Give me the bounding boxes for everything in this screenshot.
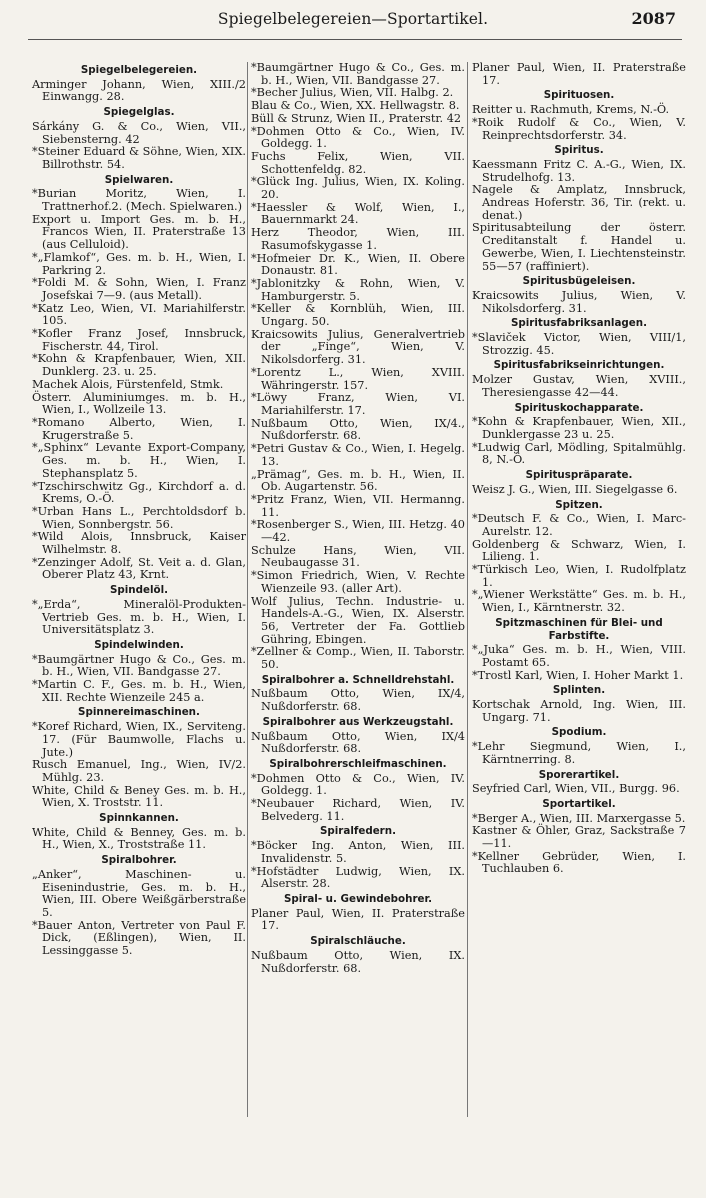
section-heading: Spirituspräparate. — [525, 469, 633, 482]
section-heading: Splinten. — [552, 684, 606, 697]
directory-entry: *Ludwig Carl, Mödling, Spitalmühlg. 8, N.-Ö. — [472, 440, 686, 467]
directory-entry: *Kellner Gebrüder, Wien, I. Tuchlauben 6. — [472, 849, 686, 876]
directory-entry: *Jablonitzky & Rohn, Wien, V. Hamburgerstr. 5. — [251, 276, 465, 303]
directory-entry: White, Child & Benney, Ges. m. b. H., Wien, X., Troststraße 11. — [32, 825, 246, 852]
directory-entry: Nußbaum Otto, Wien, IX. Nußdorferstr. 68. — [251, 948, 465, 975]
directory-entry: Kaessmann Fritz C. A.-G., Wien, IX. Strudelhofg. 13. — [472, 157, 686, 184]
directory-entry: Kraicsowits Julius, Wien, V. Nikolsdorferg. 31. — [472, 288, 686, 315]
section-heading: Spindelöl. — [109, 584, 169, 597]
section-heading: Spiritus. — [554, 144, 604, 157]
directory-entry: Kortschak Arnold, Ing. Wien, III. Ungarg. 71. — [472, 698, 686, 724]
directory-entry: Spiritusabteilung der österr. Creditanstalt f. Handel u. Gewerbe, Wien, I. Liechtensteinstr. 55—57 (raffiniert). — [472, 221, 686, 273]
section-heading: Spiralschläuche. — [310, 935, 406, 948]
directory-entry: *Urban Hans L., Perchtoldsdorf b. Wien, Sonnbergstr. 56. — [32, 504, 246, 531]
directory-entry: *Kohn & Krapfenbauer, Wien, XII., Dunklergasse 23 u. 25. — [472, 415, 686, 441]
directory-entry: *Lorentz L., Wien, XVIII. Währingerstr. 157. — [251, 365, 465, 392]
directory-entry: *Koref Richard, Wien, IX., Serviteng. 17. (Für Baumwolle, Flachs u. Jute.) — [32, 720, 246, 759]
directory-entry: Nußbaum Otto, Wien, IX/4, Nußdorferstr. 68. — [251, 687, 465, 714]
section-heading: Spiegelbelegereien. — [80, 64, 198, 76]
page-header — [0, 8, 706, 34]
section-heading: Spinnereimaschinen. — [78, 706, 200, 719]
directory-entry: Fuchs Felix, Wien, VII. Schottenfeldg. 82. — [251, 149, 465, 176]
directory-entry: *Trostl Karl, Wien, I. Hoher Markt 1. — [472, 668, 684, 682]
directory-entry: *Bauer Anton, Vertreter von Paul F. Dick, (Eßlingen), Wien, II. Lessinggasse 5. — [32, 918, 246, 958]
directory-entry: *Petri Gustav & Co., Wien, I. Hegelg. 13. — [251, 442, 465, 468]
directory-entry: Export u. Import Ges. m. b. H., Francos Wien, II. Praterstraße 13 (aus Celluloid). — [32, 212, 246, 252]
page-number: 2087 — [631, 9, 676, 28]
directory-entry: *Berger A., Wien, III. Marxergasse 5. — [472, 811, 686, 825]
section-heading: Spiralbohrerschleifmaschinen. — [269, 757, 447, 770]
directory-entry: *Wild Alois, Innsbruck, Kaiser Wilhelmstr. 8. — [32, 530, 246, 557]
section-heading: Spiralbohrer aus Werkzeugstahl. — [262, 715, 454, 728]
directory-entry: *Hofmeier Dr. K., Wien, II. Obere Donaustr. 81. — [251, 251, 465, 278]
directory-entry: *Tzschirschwitz Gg., Kirchdorf a. d. Krems, O.-Ö. — [32, 479, 246, 506]
directory-entry: Goldenberg & Schwarz, Wien, I. Lilieng. 1. — [472, 537, 686, 564]
directory-entry: Planer Paul, Wien, II. Praterstraße 17. — [472, 61, 686, 87]
directory-entry: *Baumgärtner Hugo & Co., Ges. m. b. H., Wien, VII. Bandgasse 27. — [251, 61, 465, 87]
directory-entry: *Katz Leo, Wien, VI. Mariahilferstr. 105. — [32, 301, 246, 328]
column-divider-1 — [247, 62, 248, 1117]
directory-entry: *Becher Julius, Wien, VII. Halbg. 2. — [251, 86, 454, 100]
directory-entry: *Roik Rudolf & Co., Wien, V. Reinprechtsdorferstr. 34. — [472, 115, 686, 142]
section-heading: Spiritusfabrikseinrichtungen. — [493, 359, 665, 372]
section-heading: Spiritusfabriksanlagen. — [510, 317, 648, 330]
directory-entry: White, Child & Beney Ges. m. b. H., Wien, X. Troststr. 11. — [32, 783, 246, 810]
section-heading: Spitzen. — [555, 498, 603, 511]
section-heading: Sporerartikel. — [538, 768, 620, 781]
directory-entry: Blau & Co., Wien, XX. Hellwagstr. 8. — [251, 99, 460, 113]
column-divider-2 — [467, 62, 468, 1117]
directory-entry: Büll & Strunz, Wien II., Praterstr. 42 — [251, 111, 462, 125]
directory-entry: *Martin C. F., Ges. m. b. H., Wien, XII. Rechte Wienzeile 245 a. — [32, 678, 246, 704]
directory-entry: Arminger Johann, Wien, XIII./2 Einwangg. 28. — [32, 77, 246, 104]
directory-entry: *Romano Alberto, Wien, I. Krugerstraße 5. — [32, 415, 246, 442]
directory-entry: Nußbaum Otto, Wien, IX/4 Nußdorferstr. 68. — [251, 729, 465, 756]
section-heading: Spitzmaschinen für Blei- und Farbstifte. — [495, 616, 663, 642]
directory-entry: *Kofler Franz Josef, Innsbruck, Fischerstr. 44, Tirol. — [32, 327, 246, 353]
column-3 — [472, 62, 686, 876]
section-heading: Spirituosen. — [543, 89, 615, 102]
directory-entry: Österr. Aluminiumges. m. b. H., Wien, I., Wollzeile 13. — [32, 390, 246, 417]
directory-entry: *Zellner & Comp., Wien, II. Taborstr. 50. — [251, 645, 465, 672]
directory-entry: *Dohmen Otto & Co., Wien, IV. Goldegg. 1. — [251, 124, 465, 151]
directory-entry: Machek Alois, Fürstenfeld, Stmk. — [32, 377, 224, 391]
section-heading: Spielwaren. — [104, 173, 174, 186]
directory-entry: Nagele & Amplatz, Innsbruck, Andreas Hoferstr. 36, Tir. (rekt. u. denat.) — [472, 183, 686, 222]
section-heading: Spiralfedern. — [319, 825, 396, 838]
directory-entry: Kraicsowits Julius, Generalvertrieb der „Finge“, Wien, V. Nikolsdorferg. 31. — [251, 327, 465, 367]
section-heading: Spindelwinden. — [94, 638, 184, 651]
directory-entry: *Hofstädter Ludwig, Wien, IX. Alserstr. 28. — [251, 864, 465, 891]
directory-entry: *Rosenberger S., Wien, III. Hetzg. 40—42. — [251, 518, 465, 545]
directory-entry: Herz Theodor, Wien, III. Rasumofskygasse 1. — [251, 226, 465, 252]
directory-entry: *Haessler & Wolf, Wien, I., Bauernmarkt 24. — [251, 200, 465, 227]
section-heading: Spiralbohrer. — [101, 854, 177, 867]
section-heading: Spiritusbügeleisen. — [522, 275, 636, 288]
directory-entry: Rusch Emanuel, Ing., Wien, IV/2. Mühlg. 23. — [32, 758, 246, 784]
directory-entry: *Baumgärtner Hugo & Co., Ges. m. b. H., Wien, VII. Bandgasse 27. — [32, 652, 246, 679]
directory-entry: *Zenzinger Adolf, St. Veit a. d. Glan, Oberer Platz 43, Krnt. — [32, 555, 246, 582]
directory-entry: *Böcker Ing. Anton, Wien, III. Invalidenstr. 5. — [251, 839, 465, 865]
directory-entry: *Neubauer Richard, Wien, IV. Belvederg. 11. — [251, 797, 465, 823]
directory-entry: Reitter u. Rachmuth, Krems, N.-Ö. — [472, 103, 670, 117]
directory-entry: Sárkány G. & Co., Wien, VII., Siebensterng. 42 — [32, 119, 246, 146]
directory-entry: *Simon Friedrich, Wien, V. Rechte Wienzeile 93. (aller Art). — [251, 569, 465, 595]
directory-entry: *Kohn & Krapfenbauer, Wien, XII. Dunklerg. 23. u. 25. — [32, 352, 246, 379]
directory-entry: *Lehr Siegmund, Wien, I., Kärntnerring. 8. — [472, 740, 686, 766]
header-rule — [28, 39, 682, 40]
directory-entry: „Anker“, Maschinen- u. Eisenindustrie, Ges. m. b. H., Wien, III. Obere Weißgärberstraße 5. — [32, 867, 246, 919]
directory-entry: *Steiner Eduard & Söhne, Wien, XIX. Billrothstr. 54. — [32, 145, 246, 171]
directory-entry: *„Wiener Werkstätte“ Ges. m. b. H., Wien, I., Kärntnerstr. 32. — [472, 588, 686, 615]
section-heading: Sportartikel. — [542, 797, 616, 810]
directory-entry: *Dohmen Otto & Co., Wien, IV. Goldegg. 1. — [251, 771, 465, 798]
directory-entry: *Löwy Franz, Wien, VI. Mariahilferstr. 17. — [251, 391, 465, 417]
directory-entry: Seyfried Carl, Wien, VII., Burgg. 96. — [472, 782, 680, 796]
directory-entry: *Keller & Kornblüh, Wien, III. Ungarg. 50. — [251, 302, 465, 329]
section-heading: Spinnkannen. — [99, 812, 179, 825]
directory-entry: *Burian Moritz, Wien, I. Trattnerhof.2. (Mech. Spielwaren.) — [32, 187, 246, 214]
directory-entry: *Pritz Franz, Wien, VII. Hermanng. 11. — [251, 492, 465, 519]
section-heading: Spiral- u. Gewindebohrer. — [283, 893, 433, 905]
directory-entry: *Foldi M. & Sohn, Wien, I. Franz Josefskai 7—9. (aus Metall). — [32, 276, 246, 302]
directory-entry: *Türkisch Leo, Wien, I. Rudolfplatz 1. — [472, 563, 686, 589]
directory-entry: Planer Paul, Wien, II. Praterstraße 17. — [251, 906, 465, 933]
section-heading: Spirituskochapparate. — [514, 401, 644, 414]
directory-entry: Wolf Julius, Techn. Industrie- u. Handels-A.-G., Wien, IX. Alserstr. 56, Vertreter der Fa. Gottlieb Gühring, Ebingen. — [251, 594, 465, 646]
directory-entry: Kastner & Öhler, Graz, Sackstraße 7—11. — [472, 824, 686, 851]
directory-entry: Molzer Gustav, Wien, XVIII., Theresiengasse 42—44. — [472, 373, 686, 399]
directory-entry: *Glück Ing. Julius, Wien, IX. Koling. 20. — [251, 175, 465, 202]
section-heading: Spiegelglas. — [103, 106, 175, 119]
column-1 — [32, 62, 246, 958]
section-heading: Spodium. — [551, 726, 607, 739]
column-2 — [251, 62, 465, 975]
directory-entry: Weisz J. G., Wien, III. Siegelgasse 6. — [472, 482, 678, 496]
directory-entry: „Prämag“, Ges. m. b. H., Wien, II. Ob. Augartenstr. 56. — [251, 467, 465, 494]
directory-entry: *„Erda“, Mineralöl-Produkten-Vertrieb Ges. m. b. H., Wien, I. Universitätsplatz 3. — [32, 597, 246, 637]
directory-entry: Nußbaum Otto, Wien, IX/4., Nußdorferstr. 68. — [251, 416, 465, 443]
directory-entry: *„Sphinx“ Levante Export-Company, Ges. m. b. H., Wien, I. Stephansplatz 5. — [32, 441, 246, 480]
running-head: Spiegelbelegereien—Sportartikel. — [217, 10, 489, 28]
directory-entry: *Slaviček Victor, Wien, VIII/1, Strozzig. 45. — [472, 331, 686, 357]
directory-entry: Schulze Hans, Wien, VII. Neubaugasse 31. — [251, 543, 465, 570]
directory-entry: *Deutsch F. & Co., Wien, I. Marc-Aurelstr. 12. — [472, 512, 686, 538]
directory-entry: *„Flamkof“, Ges. m. b. H., Wien, I. Parkring 2. — [32, 250, 246, 277]
directory-entry: *„Juka“ Ges. m. b. H., Wien, VIII. Postamt 65. — [472, 643, 686, 669]
section-heading: Spiralbohrer a. Schnelldrehstahl. — [261, 673, 455, 686]
